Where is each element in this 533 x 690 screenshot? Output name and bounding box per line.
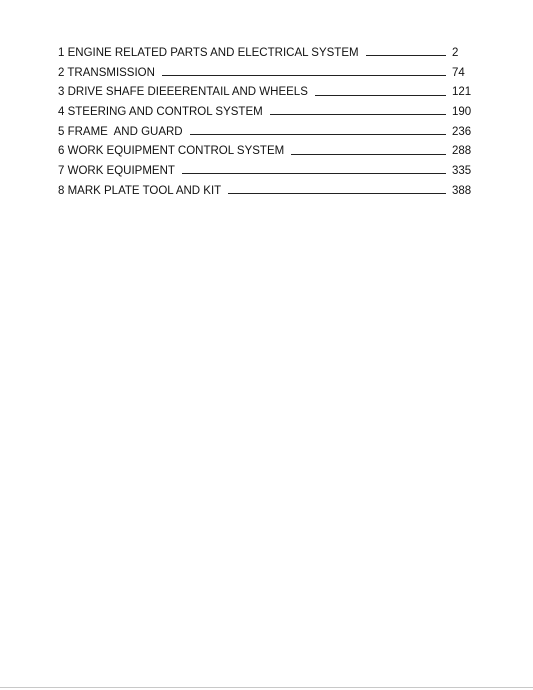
toc-entry-title: 4 STEERING AND CONTROL SYSTEM: [58, 105, 263, 118]
toc-entry-work-equipment[interactable]: [58, 161, 478, 181]
page-bottom-divider: [0, 687, 533, 688]
toc-entry-engine[interactable]: [58, 43, 478, 63]
toc-leader-line: [162, 75, 446, 76]
table-of-contents: [58, 43, 478, 201]
toc-entry-page: 388: [452, 184, 472, 197]
toc-leader-line: [366, 55, 446, 56]
toc-entry-title: 7 WORK EQUIPMENT: [58, 164, 175, 177]
toc-leader-line: [190, 134, 446, 135]
toc-entry-transmission[interactable]: [58, 63, 478, 83]
toc-entry-frame[interactable]: [58, 122, 478, 142]
toc-entry-page: 335: [452, 164, 472, 177]
toc-entry-mark-plate[interactable]: [58, 181, 478, 201]
toc-entry-title: 6 WORK EQUIPMENT CONTROL SYSTEM: [58, 145, 285, 158]
toc-entry-page: 190: [452, 105, 472, 118]
toc-entry-page: 2: [452, 46, 459, 59]
toc-entry-title: 8 MARK PLATE TOOL AND KIT: [58, 184, 222, 197]
toc-leader-line: [270, 114, 446, 115]
toc-entry-page: 288: [452, 145, 472, 158]
toc-entry-page: 236: [452, 125, 472, 138]
toc-entry-page: 121: [452, 86, 472, 99]
toc-entry-drive-shaft[interactable]: [58, 82, 478, 102]
toc-leader-line: [315, 95, 446, 96]
toc-entry-title: 5 FRAME AND GUARD: [58, 125, 183, 138]
toc-entry-title: 1 ENGINE RELATED PARTS AND ELECTRICAL SYSTEM: [58, 46, 359, 59]
toc-entry-title: 3 DRIVE SHAFE DIEEERENTAIL AND WHEELS: [58, 86, 308, 99]
toc-leader-line: [291, 154, 446, 155]
toc-entry-work-equipment-control[interactable]: [58, 141, 478, 161]
toc-entry-steering[interactable]: [58, 102, 478, 122]
toc-leader-line: [182, 173, 446, 174]
toc-entry-title: 2 TRANSMISSION: [58, 66, 155, 79]
toc-leader-line: [228, 193, 446, 194]
toc-entry-page: 74: [452, 66, 465, 79]
